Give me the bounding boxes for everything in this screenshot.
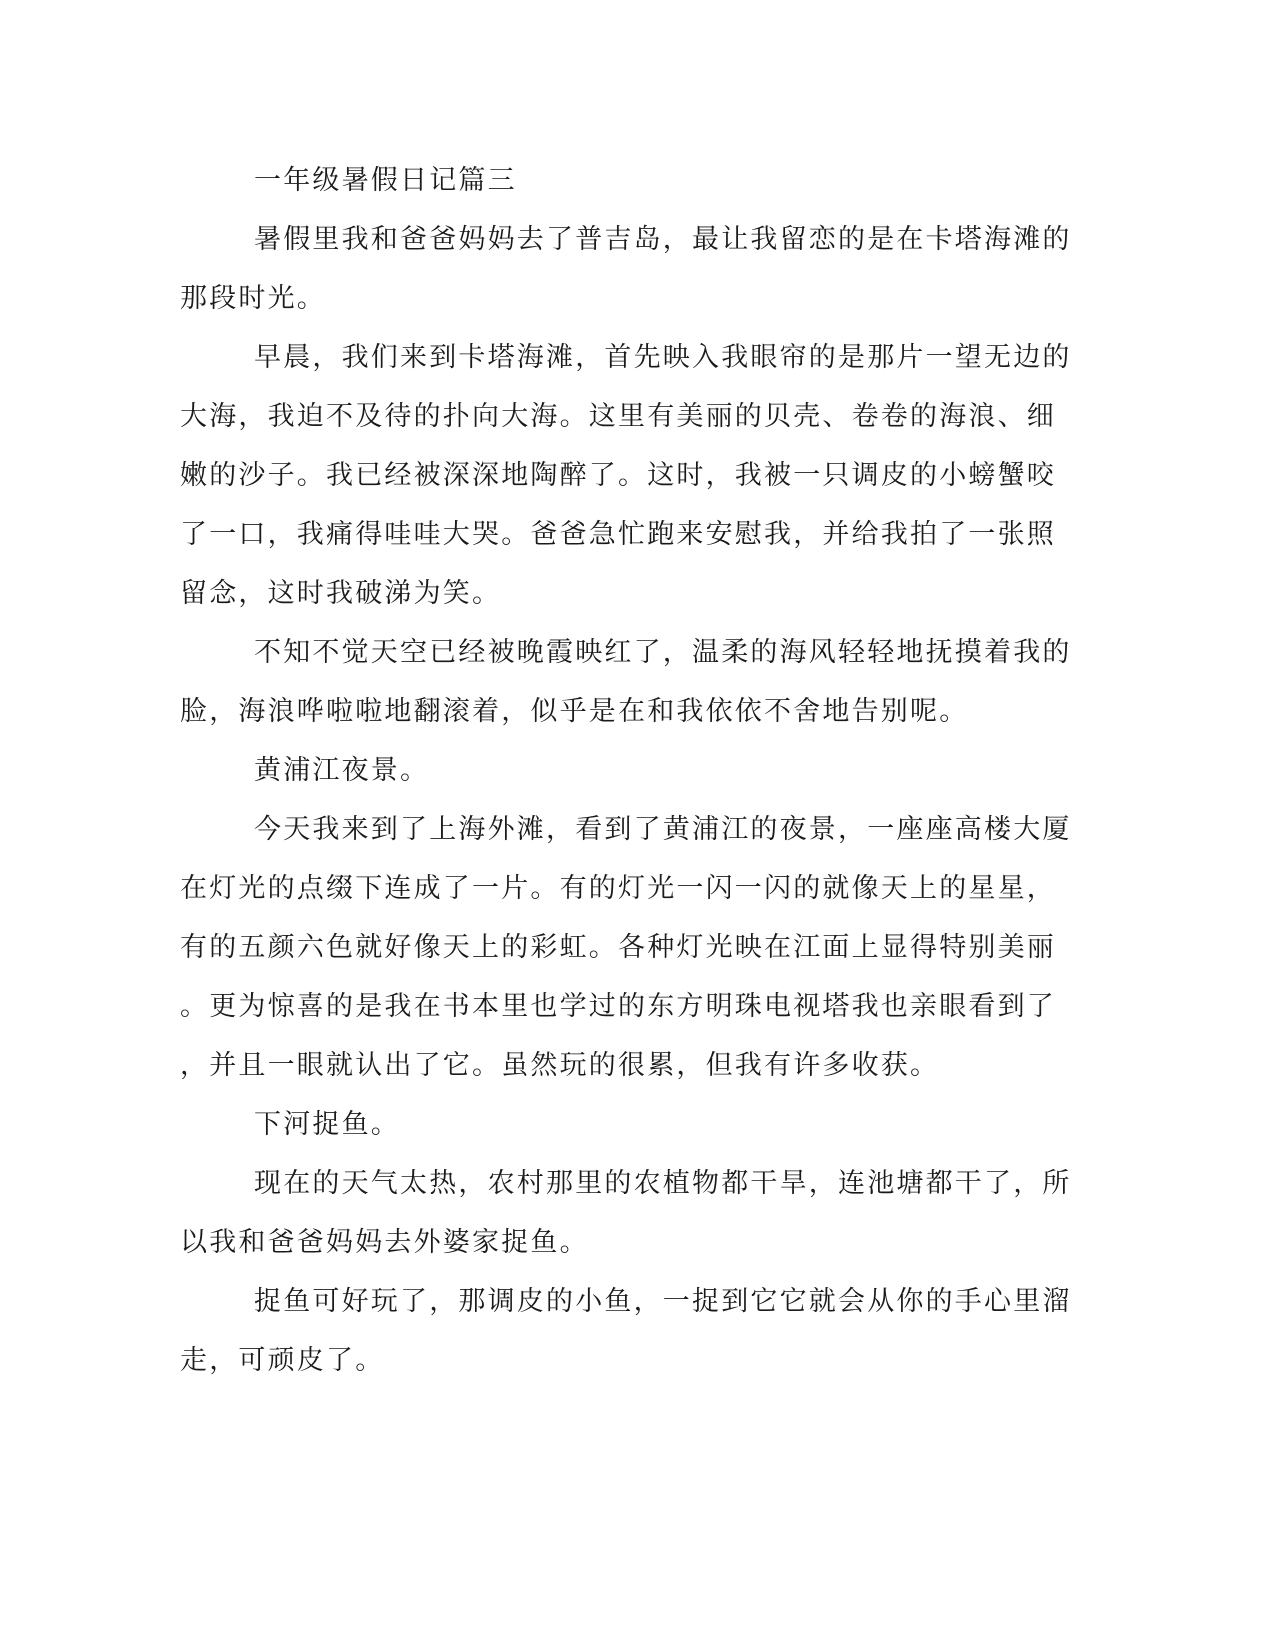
paragraph-line: 了一口，我痛得哇哇大哭。爸爸急忙跑来安慰我，并给我拍了一张照 [180,519,1056,550]
paragraph-line: 大海，我迫不及待的扑向大海。这里有美丽的贝壳、卷卷的海浪、细 [180,401,1056,432]
paragraph-line: 那段时光。 [180,283,326,314]
paragraph-line: 嫩的沙子。我已经被深深地陶醉了。这时，我被一只调皮的小螃蟹咬 [180,460,1056,491]
paragraph-line: 暑假里我和爸爸妈妈去了普吉岛，最让我留恋的是在卡塔海滩的 [254,224,1072,255]
paragraph-line: 在灯光的点缀下连成了一片。有的灯光一闪一闪的就像天上的星星， [180,873,1056,904]
paragraph-line: ，并且一眼就认出了它。虽然玩的很累，但我有许多收获。 [180,1050,940,1081]
paragraph-line: 以我和爸爸妈妈去外婆家捉鱼。 [180,1227,589,1258]
paragraph-line: 不知不觉天空已经被晚霞映红了，温柔的海风轻轻地抚摸着我的 [254,637,1072,668]
section-heading: 黄浦江夜景。 [254,755,430,786]
paragraph-line: 今天我来到了上海外滩，看到了黄浦江的夜景，一座座高楼大厦 [254,814,1072,845]
document-title: 一年级暑假日记篇三 [254,165,517,196]
section-heading: 下河捉鱼。 [254,1109,400,1140]
paragraph-line: 。更为惊喜的是我在书本里也学过的东方明珠电视塔我也亲眼看到了 [180,991,1056,1022]
paragraph-line: 早晨，我们来到卡塔海滩，首先映入我眼帘的是那片一望无边的 [254,342,1072,373]
paragraph-line: 脸，海浪哗啦啦地翻滚着，似乎是在和我依依不舍地告别呢。 [180,696,969,727]
paragraph-line: 捉鱼可好玩了，那调皮的小鱼，一捉到它它就会从你的手心里溜 [254,1286,1072,1317]
paragraph-line: 留念，这时我破涕为笑。 [180,578,502,609]
paragraph-line: 现在的天气太热，农村那里的农植物都干旱，连池塘都干了，所 [254,1168,1072,1199]
paragraph-line: 有的五颜六色就好像天上的彩虹。各种灯光映在江面上显得特别美丽 [180,932,1056,963]
paragraph-line: 走，可顽皮了。 [180,1345,385,1376]
